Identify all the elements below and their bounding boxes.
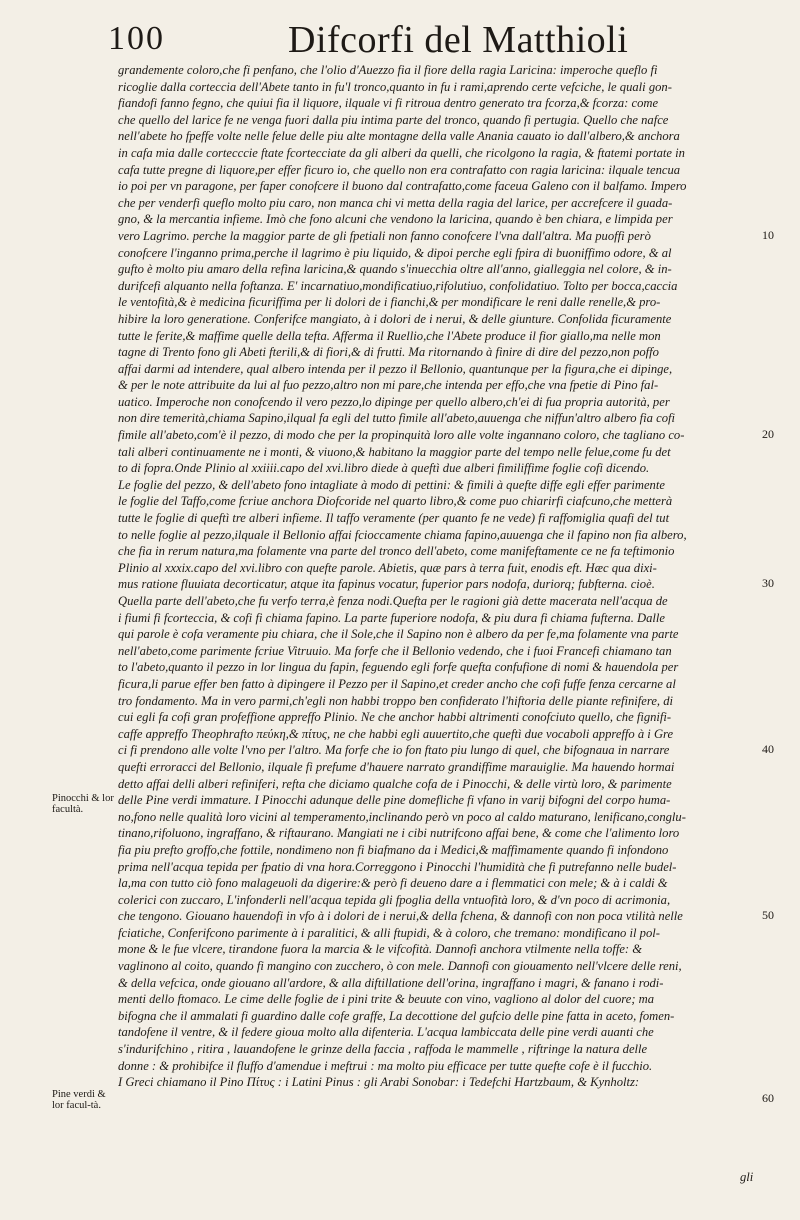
catchword: gli <box>740 1170 754 1184</box>
text-line: quefti erroracci del Bellonio, ilquale fi prefume d'hauere narrato grandiffime marauiglie. Ma hauendo hormai <box>118 759 675 774</box>
line-number-20: 20 <box>762 427 774 441</box>
text-line: caffe appreffo Theophrafto πεύκη,& πίτυς, ne che habbi egli auuertito,che queftì due vocaboli appreffo à i Gre <box>118 726 674 741</box>
page-header <box>108 18 768 62</box>
text-line: gno, & la mercantia infieme. Imò che fono alcuni che vendono la laricina, quando è ben chiara, e limpida per <box>118 212 673 227</box>
text-line: tandofene il ventre, & il federe gioua molto alla difenteria. L'acqua lambiccata delle pine verdi auanti che <box>118 1025 654 1040</box>
text-line: conofcere l'inganno prima,perche il lagrimo è piu liquido, & dipoi perche egli fpira di buoniffimo odore, & al <box>118 245 672 260</box>
text-line: tutte le ferite,& maffime quelle della tefta. Afferma il Ruellio,che l'Abete produce il fior giallo,ma nelle mon <box>118 328 661 343</box>
text-line: no,fono nelle qualità loro vicini al temperamento,inclinando però vn poco al caldo maturano, lenificano,conglu- <box>118 809 686 824</box>
text-line: prima nell'acqua tepida per fpatio di vna hora.Correggono i Pinocchi l'humidità che fi putrefanno nelle budel- <box>118 859 677 874</box>
line-number-60: 60 <box>762 1091 774 1105</box>
text-line: cafa tutte pregne di liquore,per effer ficuro io, che quello non era contrafatto con ragia laricina: ilquale tencua <box>118 162 681 177</box>
text-line: nell'abeto,come parimente fcriue Vitruuio. Ma forfe che il Bellonio vedendo, che i fuoi Francefi chiamano tan <box>118 643 672 658</box>
text-line: colerici con zuccaro, L'infonderli nell'acqua tepida gli fpoglia della vntuofità loro, & d'vn poco di acrimonia, <box>118 892 671 907</box>
text-line: io poi per vn paragone, per faper conofcere il buono dal contrafatto,come faceua Galeno con il balfamo. Impero <box>118 179 687 194</box>
text-line: vero Lagrimo. perche la maggior parte de gli fpetiali non fanno conofcere l'vna dall'altra. Ma puoffi però <box>118 228 651 243</box>
text-line: fia piu prefto groffo,che fottile, nondimeno non fi biafmano da i Medici,& maffimamente quando fi infondono <box>118 842 669 857</box>
text-line: & della vefcica, onde giouano all'ardore, & alla diftillatione dell'orina, ingraffano i magri, & fanano i rodi- <box>118 975 664 990</box>
text-line: affai darmi ad intendere, qual albero intenda per il pezzo il Bellonio, quantunque per la figura,che ei dipinge, <box>118 361 673 376</box>
text-line: tutte le foglie di queftì tre alberi infieme. Il taffo veramente (per quanto fe ne vede) fi raffomiglia quafi del tut <box>118 511 670 526</box>
text-line: detto affai delli alberi refiniferi, refta che diciamo qualche cofa de i Pinocchi, & delle virtù loro, & parimente <box>118 776 672 791</box>
text-line: che tengono. Giouano hauendofi in vfo à i dolori de i nerui,& della fchena, & dannofi con non poca vtilità nelle <box>118 909 683 924</box>
text-line: mus ratione fluuiata decorticatur, atque ita fapinus vocatur, fuperior pars nodofa, duriorq; fubfterna. cioè. <box>118 577 655 592</box>
text-line: tinano,rifoluono, ingraffano, & riftaurano. Mangiati ne i cibi nutrifcono affai bene, & come che l'alimento loro <box>118 826 680 841</box>
text-line: gufto è molto piu amaro della refina laricina,& quando s'inuecchia oltre all'anno, gialleggia nel colore, & in- <box>118 262 672 277</box>
text-line: I Greci chiamano il Pino Πίτυς : i Latini Pinus : gli Arabi Sonobar: i Tedefchi Hartzbaum, & Kynholtz: <box>118 1075 640 1090</box>
running-title: Difcorfi del Matthioli <box>288 19 629 61</box>
text-line: bifogna che il ammalati fi guardino dalle cofe graffe, La decottione del gufcio delle pine fatta in aceto, fomen- <box>118 1008 675 1023</box>
text-line: vaglinono al coito, quando fi mangino con zucchero, ò con mele. Dannofi con giouamento nell'vlcere delle reni, <box>118 959 682 974</box>
text-line: che quello del larice fe ne venga fuori dalla piu intima parte del tronco, quando fi pertugia. Quello che nafce <box>118 112 669 127</box>
text-line: che fia in rerum natura,ma folamente vna parte del tronco dell'abeto, come manifeftamente ce ne fa teftimonio <box>118 544 675 559</box>
line-number-30: 30 <box>762 576 774 590</box>
text-line: fiandofi fanno fegno, che quiui fia il liquore, ilquale vi fi ritroua dentro generato tra fcorza,& fcorza: come <box>118 96 659 111</box>
text-line: donne : & prohibifce il fluffo d'amendue i meftrui : ma molto piu efficace per tutte quefte cofe è il fucchio. <box>118 1058 653 1073</box>
text-line: ficura,li parue effer ben fatto à dipingere il Pezzo per il Sapino,et creder ancho che cofi fuffe fenza cercarne al <box>118 676 676 691</box>
text-line: tro fondamento. Ma in vero parmi,ch'egli non habbi troppo ben confiderato l'hiftoria delle piante refinifere, di <box>118 693 674 708</box>
text-line: fciatiche, Conferifcono parimente à i paralitici, & alli ftupidi, & à coloro, che tremano: mondificano il pol- <box>118 925 660 940</box>
text-line: mone & le fue vlcere, tirandone fuora la marcia & le vifcofità. Dannofi anchora vtilmente nella toffe: & <box>118 942 643 957</box>
text-line: s'indurifchino , ritira , lauandofene le grinze della faccia , raffoda le mammelle , riftringe la natura delle <box>118 1042 648 1057</box>
text-line: Quella parte dell'abeto,che fu verfo terra,è fenza nodi.Quefta per le ragioni già dette macerata nell'acqua de <box>118 594 668 608</box>
body-text <box>118 62 758 1091</box>
text-line: i fiumi fi fcorteccia, & cofi fi chiama fapino. La parte fuperiore nodofa, & piu dura fi chiama fufterna. Dalle <box>118 610 665 625</box>
text-line: le ventofità,& è medicina ficuriffima per li dolori de i fianchi,& per mondificare le reni dalle renelle,& pro- <box>118 295 661 310</box>
text-line: menti dello ftomaco. Le cime delle foglie de i pini trite & beuute con vino, vagliono al dolor del cuore; ma <box>118 992 655 1007</box>
margin-note-pinocchi: Pinocchi & lor facultà. <box>52 793 114 815</box>
text-line: tali alberi continuamente ne i monti, & viuono,& habitano la maggior parte del tempo nelle felue,come fu det <box>118 444 671 459</box>
text-line: nell'abete ho fpeffe volte nelle felue delle piu alte montagne della valle Anania cauato io dall'albero,& anchora <box>118 129 680 144</box>
text-line: le foglie del Taffo,come fcriue anchora Diofcoride nel quarto libro,& come puo chiarirfi ciafcuno,che metterà <box>118 494 673 509</box>
text-line: qui parole è cofa veramente piu chiara, che il Sole,che il Sapino non è albero da per fe,ma folamente vna parte <box>118 627 679 642</box>
text-line: fimile all'abeto,com'è il pezzo, di modo che per la propinquità loro alle volte ingannano coloro, che tagliano co- <box>118 428 685 443</box>
text-line: non dire temerità,chiama Sapino,ilqual fa egli del tutto fimile all'abeto,auuenga che niffun'altro albero fia cofi <box>118 411 675 426</box>
text-line: in cafa mia dalle cortecccie ftate fcortecciate da gli alberi da quelli, che ricolgono la ragia, & ftatemi portate in <box>118 145 685 160</box>
text-line: Le foglie del pezzo, & dell'abeto fono intagliate à modo di pettini: & fimili à quefte diffe egli effer parimente <box>118 477 665 492</box>
text-line: to nelle foglie al pezzo,ilquale il Bellonio affai fcioccamente chiama fapino,auuenga che il fapino non fia albero, <box>118 527 687 542</box>
text-line: Plinio al xxxix.capo del xvi.libro con quefte parole. Abietis, quæ pars à terra fuit, enodis eft. Hæc qua dixi- <box>118 560 657 575</box>
text-line: ricoglie dalla corteccia dell'Abete tanto in fu'l tronco,quanto in fu i rami,aprendo certe vefciche, le quali gon- <box>118 79 672 94</box>
text-line: & per le note attribuite da lui al fuo pezzo,altro non mi pare,che intenda per effo,che vna fpetie di Pino fal- <box>118 378 659 393</box>
text-line: la,ma con tutto ciò fono malageuoli da digerire:& però fi deueno dare a i flemmatici con mele; & à i caldi & <box>118 876 668 891</box>
text-line: ci fi prendono alle volte l'vno per l'altro. Ma forfe che io fon ftato piu lungo di quel, che bifognaua in narrare <box>118 743 670 758</box>
line-number-40: 40 <box>762 742 774 756</box>
text-line: grandemente coloro,che fi penfano, che l'olio d'Auezzo fia il fiore della ragia Laricina: imperoche queflo fi <box>118 63 658 77</box>
line-number-50: 50 <box>762 908 774 922</box>
page-number: 100 <box>108 20 165 57</box>
line-number-10: 10 <box>762 228 774 242</box>
text-line: durifcefi alquanto nella foftanza. E' incarnatiuo,mondificatiuo,rifolutiuo, confolidatiuo. Tolto per bocca,caccia <box>118 278 678 293</box>
text-line: hibire la loro generatione. Conferifce mangiato, à i dolori de i nerui, & delle giunture. Confolida ficuramente <box>118 311 672 326</box>
text-line: che per venderfi queflo molto piu caro, non manca chi vi metta della ragia del larice, per accrefcere il guada- <box>118 195 673 210</box>
text-line: cui egli fa cofi gran profeffione appreffo Plinio. Ne che anchor habbi altrimenti conofciuto quello, che fignifi- <box>118 710 672 725</box>
margin-note-pine-verdi: Pine verdi & lor facul-tà. <box>52 1089 106 1111</box>
text-line: to di fopra.Onde Plinio al xxiiii.capo del xvi.libro diede à queftì due alberi fimiliffime foglie cofi dicendo. <box>118 461 650 476</box>
text-line: uatico. Imperoche non conofcendo il vero pezzo,lo dipinge per quello albero,ch'ei di fua propria autorità, per <box>118 394 670 409</box>
text-line: tagne di Trento fono gli Abeti fterili,& di fiori,& di frutti. Ma ritornando à finire di dire del pezzo,non poffo <box>118 345 659 360</box>
text-line: delle Pine verdi immature. I Pinocchi adunque delle pine domefliche fi vfano in varij bifogni del corpo huma- <box>118 793 671 808</box>
text-line: to l'abeto,quanto il pezzo in lor lingua du fapin, feguendo egli forfe quefta confufione di nomi & hauendola per <box>118 660 679 675</box>
